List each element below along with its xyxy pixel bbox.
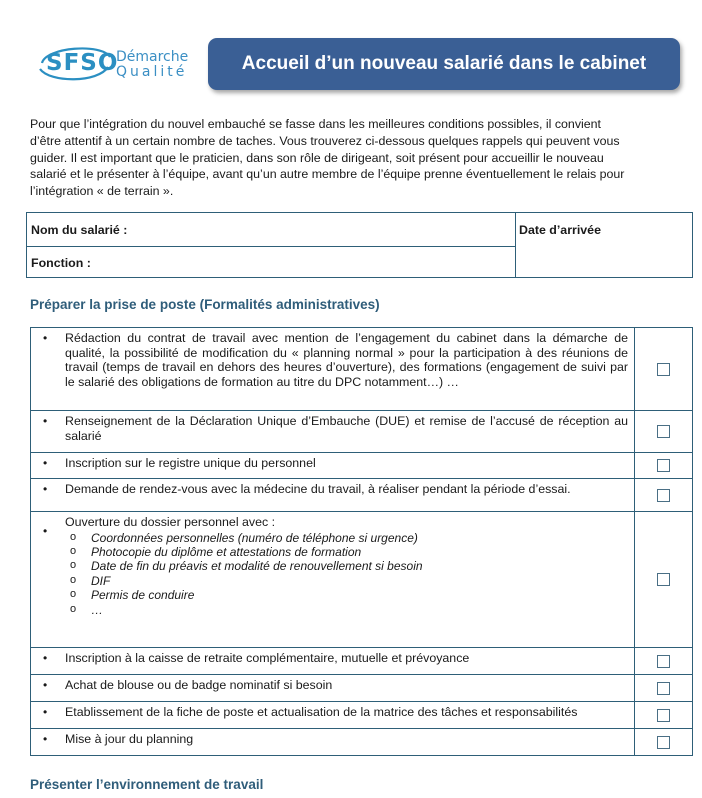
logo-line1: Démarche [116, 49, 189, 65]
task-cell [31, 328, 635, 411]
task-cell [31, 702, 635, 729]
task-text: Demande de rendez-vous avec la médecine du travail, à réaliser pendant la période d’essai. [65, 482, 571, 496]
checkbox-cell [635, 729, 693, 756]
intro-line: salarié et le présenter à l’équipe, avant qu’un autre membre de l’équipe prenne éventuellement le relais pour [30, 167, 625, 182]
intro-line: Pour que l’intégration du nouvel embauché se fasse dans les meilleures conditions possibles, il convient [30, 117, 601, 131]
checklist-row [31, 453, 693, 479]
bullet-icon: • [43, 678, 48, 692]
subitem: o Coordonnées personnelles (numéro de téléphone si urgence) [91, 531, 628, 545]
document-title: Accueil d’un nouveau salarié dans le cabinet [241, 53, 647, 74]
intro-line: d’être attentif à un certain nombre de taches. Vous trouverez ci-dessous quelques rappels qui peuvent vous [30, 133, 620, 148]
subitem: o … [91, 603, 628, 617]
task-text: Inscription sur le registre unique du personnel [65, 456, 316, 470]
task-cell [31, 479, 635, 512]
sfso-logo [36, 43, 189, 89]
checklist-row [31, 479, 693, 512]
employee-function-label: Fonction : [31, 256, 91, 270]
subitem: o Photocopie du diplôme et attestations de formation [91, 545, 628, 559]
arrival-date-label: Date d’arrivée [519, 223, 601, 237]
employee-info-box [26, 212, 693, 278]
task-checkbox[interactable] [657, 736, 670, 749]
task-cell [31, 411, 635, 453]
task-cell [31, 729, 635, 756]
checkbox-cell [635, 702, 693, 729]
employee-name-label: Nom du salarié : [31, 223, 128, 237]
checklist-row [31, 648, 693, 675]
task-checkbox[interactable] [657, 363, 670, 376]
subitem-list [65, 531, 628, 617]
checklist-row [31, 675, 693, 702]
task-text: Inscription à la caisse de retraite complémentaire, mutuelle et prévoyance [65, 651, 470, 665]
checkbox-cell [635, 479, 693, 512]
task-cell [31, 512, 635, 648]
intro-line: l’intégration « de terrain ». [30, 184, 174, 199]
subitem: o Permis de conduire [91, 588, 628, 602]
logo-text: SFSO [46, 50, 119, 76]
task-text: Mise à jour du planning [65, 732, 194, 746]
bullet-icon: • [43, 482, 48, 496]
checkbox-cell [635, 411, 693, 453]
task-text: Ouverture du dossier personnel avec : [65, 515, 276, 529]
checklist-row [31, 512, 693, 648]
bullet-icon: • [43, 732, 48, 746]
intro-paragraph [30, 116, 692, 200]
task-cell [31, 675, 635, 702]
task-text: Renseignement de la Déclaration Unique d’Embauche (DUE) et remise de l’accusé de réception au salarié [65, 414, 628, 443]
task-cell [31, 453, 635, 479]
bullet-icon: • [43, 331, 48, 345]
task-text: Rédaction du contrat de travail avec mention de l’engagement du cabinet dans la démarche de qualité, la possibilité de modification du « planning normal » pour la participation à des réunions de travail (temps de travail en dehors des heures d’ouverture), des formations (engagement de suivi par le salarié des obligations de formation au titre du DPC notamment…) … [65, 331, 628, 389]
task-cell [31, 648, 635, 675]
checklist-row [31, 411, 693, 453]
subitem: o DIF [91, 574, 628, 588]
checklist-row [31, 702, 693, 729]
task-checkbox[interactable] [657, 573, 670, 586]
task-checkbox[interactable] [657, 655, 670, 668]
checkbox-cell [635, 648, 693, 675]
subitem: o Date de fin du préavis et modalité de renouvellement si besoin [91, 559, 628, 573]
task-checkbox[interactable] [657, 425, 670, 438]
task-text: Etablissement de la fiche de poste et actualisation de la matrice des tâches et responsabilités [65, 705, 578, 719]
checkbox-cell [635, 675, 693, 702]
task-checkbox[interactable] [657, 489, 670, 502]
checkbox-cell [635, 453, 693, 479]
bullet-icon: • [43, 705, 48, 719]
checklist-row [31, 729, 693, 756]
bullet-icon: • [43, 651, 48, 665]
logo-subtitle [116, 50, 188, 80]
bullet-icon: • [43, 414, 48, 428]
checkbox-cell [635, 512, 693, 648]
task-text: Achat de blouse ou de badge nominatif si besoin [65, 678, 333, 692]
intro-line: guider. Il est important que le praticien, dans son rôle de dirigeant, soit présent pour accueillir le nouveau [30, 150, 604, 165]
environment-section-heading: Présenter l’environnement de travail [30, 777, 264, 792]
logo-line2: Qualité [116, 64, 188, 80]
task-checkbox[interactable] [657, 682, 670, 695]
task-checkbox[interactable] [657, 459, 670, 472]
task-checkbox[interactable] [657, 709, 670, 722]
admin-section-heading: Préparer la prise de poste (Formalités administratives) [30, 297, 380, 312]
document-title-banner [208, 38, 680, 90]
admin-checklist-table [30, 327, 693, 756]
bullet-icon: • [43, 456, 48, 470]
bullet-icon: • [43, 524, 48, 538]
checkbox-cell [635, 328, 693, 411]
checklist-row [31, 328, 693, 411]
